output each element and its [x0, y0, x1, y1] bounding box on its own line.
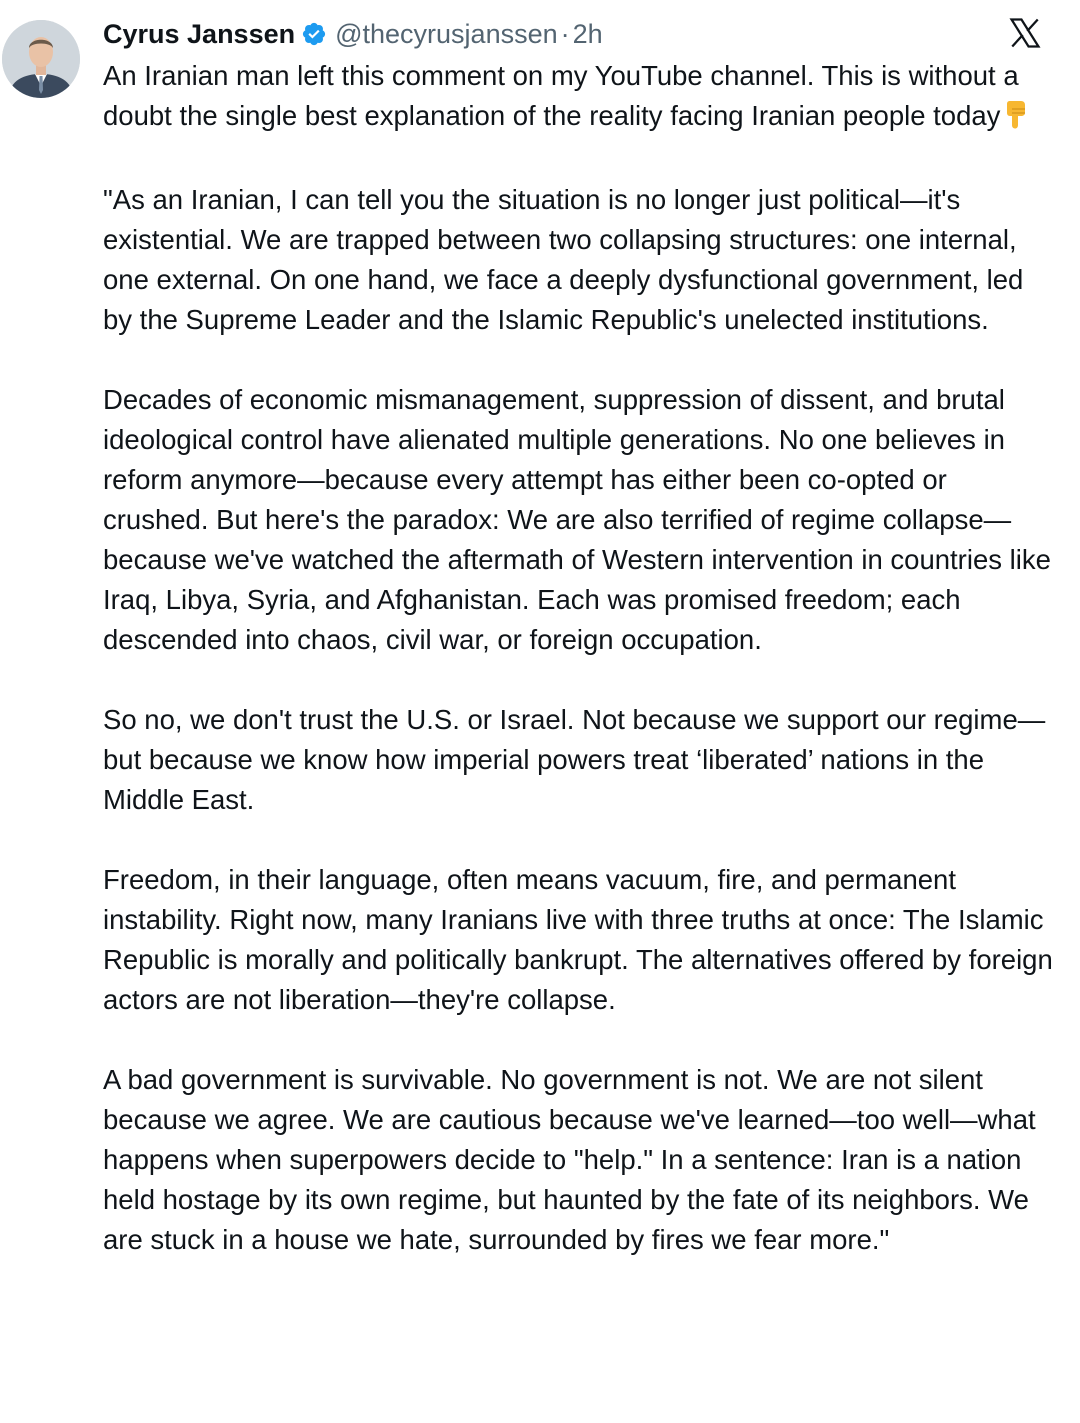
author-avatar[interactable]: [2, 20, 80, 98]
timestamp-separator: ·: [560, 18, 570, 49]
tweet-intro: [103, 56, 1053, 140]
x-logo-icon[interactable]: [1008, 16, 1042, 50]
quote-paragraph: Freedom, in their language, often means vacuum, fire, and permanent instability. Right now, many Iranians live with three truths at once: The Islamic Republic is morally and politically bankrupt. The alternatives offered by foreign actors are not liberation—they're collapse.: [103, 864, 1053, 1015]
quote-paragraph: "As an Iranian, I can tell you the situation is no longer just political—it's existential. We are trapped between two collapsing structures: one internal, one external. On one hand, we face a deeply dysfunctional government, led by the Supreme Leader and the Islamic Republic's unelected institutions.: [103, 184, 1024, 335]
quote-paragraph: A bad government is survivable. No government is not. We are not silent because we agree. We are cautious because we've learned—too well—what happens when superpowers decide to "help." In a sentence: Iran is a nation held hostage by its own regime, but haunted by the fate of its neighbors. We are stuck in a house we hate, surrounded by fires we fear more.": [103, 1064, 1036, 1255]
tweet-timestamp[interactable]: 2h: [572, 18, 603, 49]
pointing-down-hand-emoji: [1004, 99, 1030, 140]
tweet-intro-text: An Iranian man left this comment on my YouTube channel. This is without a doubt the single best explanation of the reality facing Iranian people today: [103, 60, 1019, 131]
tweet-body: [103, 56, 1053, 1300]
verified-badge-icon: [301, 21, 327, 47]
quote-paragraph: Decades of economic mismanagement, suppression of dissent, and brutal ideological control have alienated multiple generations. No one believes in reform anymore—because every attempt has either been co-opted or crushed. But here's the paradox: We are also terrified of regime collapse—because we've watched the aftermath of Western intervention in countries like Iraq, Libya, Syria, and Afghanistan. Each was promised freedom; each descended into chaos, civil war, or foreign occupation.: [103, 384, 1051, 655]
author-name[interactable]: Cyrus Janssen: [103, 18, 296, 49]
tweet-header: [103, 14, 603, 54]
quote-paragraph: So no, we don't trust the U.S. or Israel. Not because we support our regime—but because we know how imperial powers treat ‘liberated’ nations in the Middle East.: [103, 704, 1046, 815]
author-handle[interactable]: @thecyrusjanssen: [335, 18, 558, 49]
